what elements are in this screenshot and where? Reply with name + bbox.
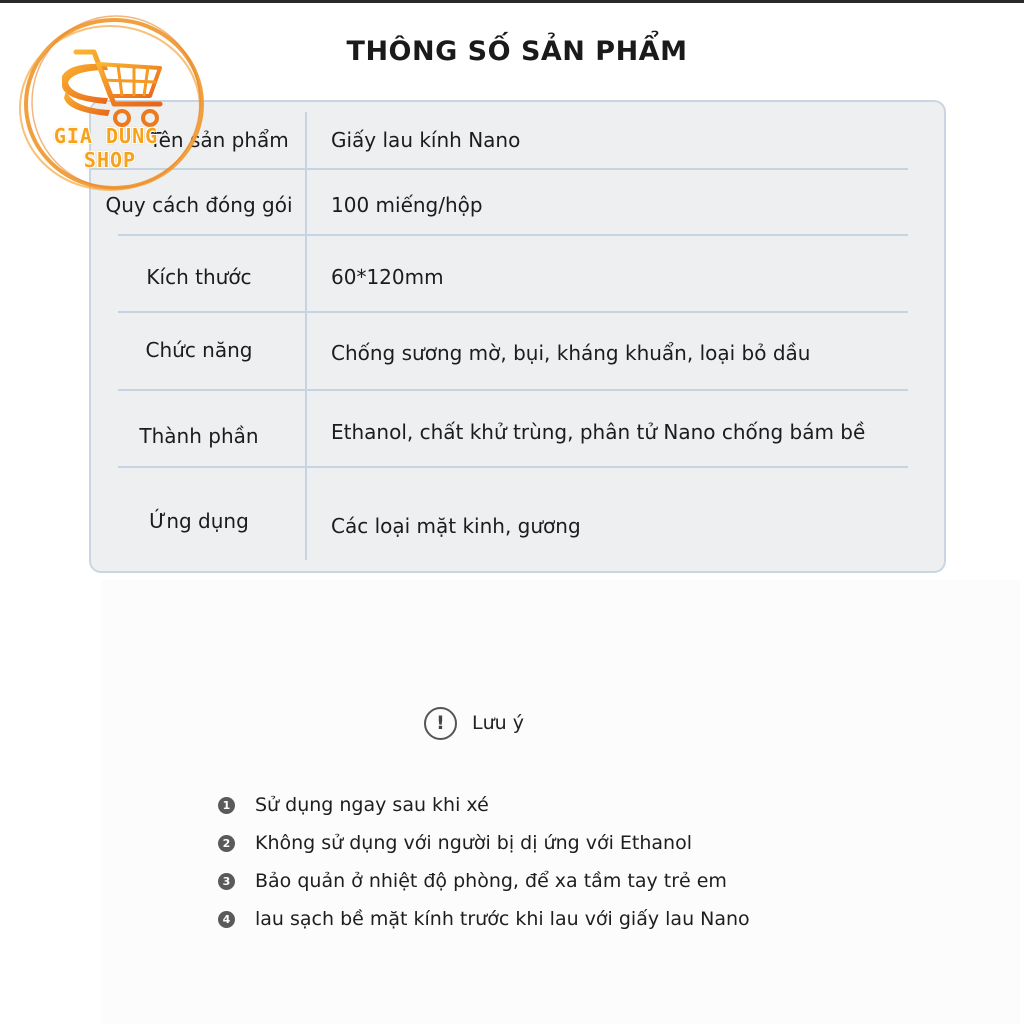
row-divider: [118, 311, 908, 313]
spec-label: Ứng dụng: [149, 509, 249, 533]
note-text: Sử dụng ngay sau khi xé: [255, 794, 489, 816]
note-text: lau sạch bề mặt kính trước khi lau với giấy lau Nano: [255, 908, 750, 930]
row-divider: [91, 168, 908, 170]
spec-value: Các loại mặt kinh, gương: [331, 514, 581, 538]
note-text: Không sử dụng với người bị dị ứng với Ethanol: [255, 832, 692, 854]
row-divider: [118, 466, 908, 468]
spec-label: Chức năng: [145, 338, 253, 362]
spec-table: [89, 100, 946, 573]
shop-logo: [10, 12, 208, 202]
note-item: [218, 900, 750, 938]
notes-title: Lưu ý: [472, 712, 524, 734]
note-item: [218, 824, 750, 862]
spec-value: Giấy lau kính Nano: [331, 128, 521, 152]
page-title: THÔNG SỐ SẢN PHẨM: [346, 36, 688, 67]
note-item: [218, 862, 750, 900]
spec-value: 60*120mm: [331, 265, 444, 289]
logo-text-line2: SHOP: [83, 148, 137, 172]
notes-list: [218, 786, 750, 938]
number-badge-icon: 4: [218, 911, 235, 928]
spec-value: 100 miếng/hộp: [331, 193, 483, 217]
top-border: [0, 0, 1024, 3]
number-badge-icon: 2: [218, 835, 235, 852]
note-text: Bảo quản ở nhiệt độ phòng, để xa tầm tay trẻ em: [255, 870, 727, 892]
spec-value: Ethanol, chất khử trùng, phân tử Nano chống bám bề: [331, 420, 866, 444]
row-divider: [118, 234, 908, 236]
number-badge-icon: 1: [218, 797, 235, 814]
spec-value: Chống sương mờ, bụi, kháng khuẩn, loại bỏ dầu: [331, 341, 811, 365]
note-item: [218, 786, 750, 824]
row-divider: [118, 389, 908, 391]
spec-label: Kích thước: [146, 265, 252, 289]
exclamation-circle-icon: !: [424, 707, 457, 740]
spec-label: Tên sản phẩm: [149, 128, 289, 152]
shopping-cart-icon: [10, 12, 208, 202]
logo-text-line1: GIA DUNG: [53, 124, 159, 148]
spec-label: Thành phần: [139, 424, 259, 448]
number-badge-icon: 3: [218, 873, 235, 890]
notes-header: [424, 706, 524, 740]
spec-label: Quy cách đóng gói: [105, 193, 293, 217]
column-divider: [305, 112, 307, 560]
